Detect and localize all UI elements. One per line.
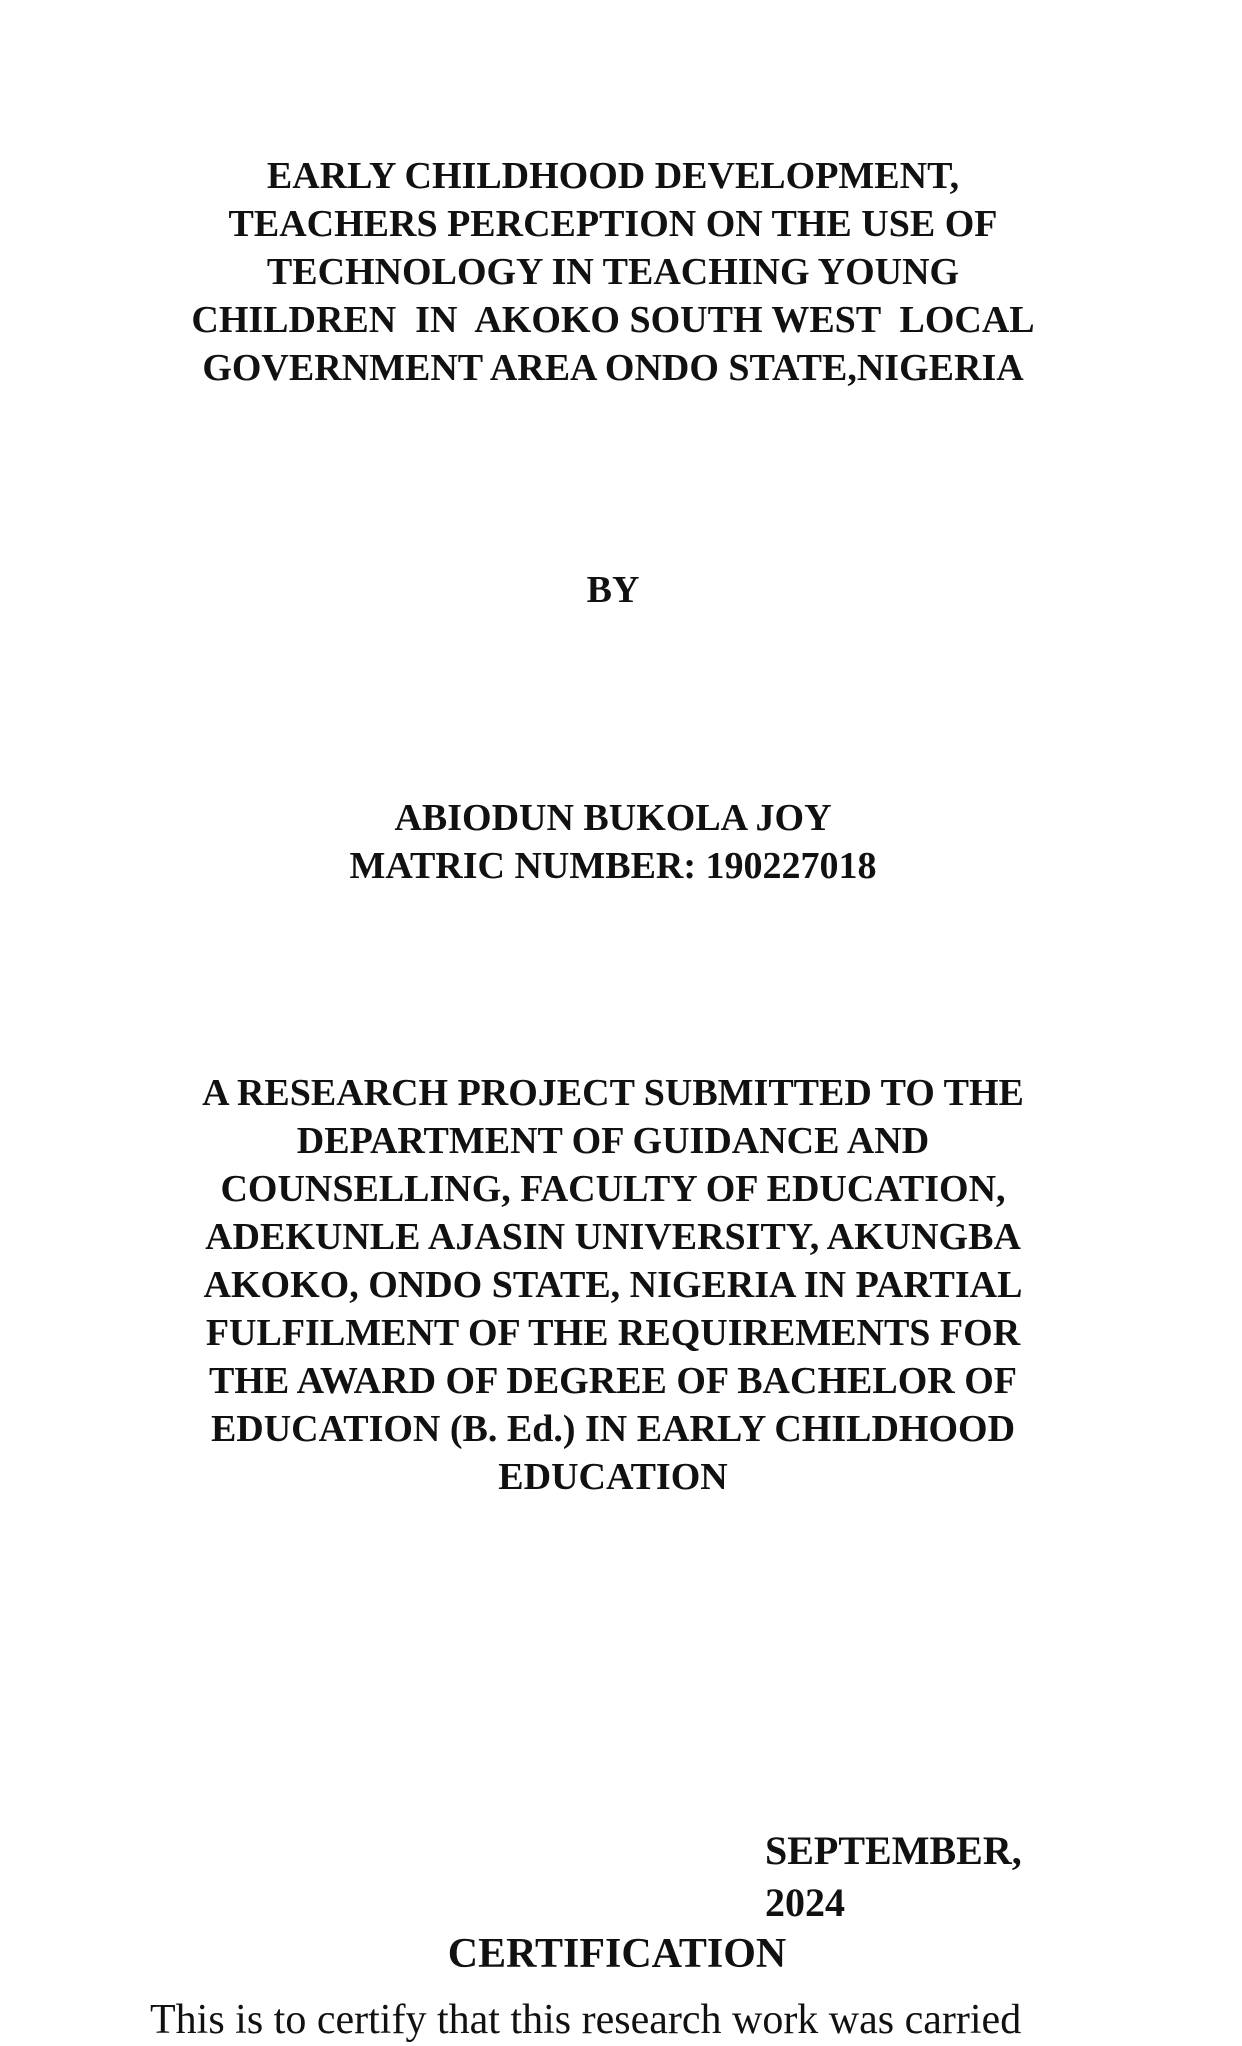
- submission-statement: [0, 1069, 1234, 1501]
- submission-line: THE AWARD OF DEGREE OF BACHELOR OF: [209, 1360, 1017, 1402]
- date-month: SEPTEMBER,: [765, 1828, 1022, 1873]
- submission-line: FULFILMENT OF THE REQUIREMENTS FOR: [205, 1312, 1021, 1354]
- by-text: BY: [586, 569, 640, 611]
- title-line: TECHNOLOGY IN TEACHING YOUNG: [266, 251, 960, 293]
- submission-line: DEPARTMENT OF GUIDANCE AND: [296, 1120, 930, 1162]
- author-name: ABIODUN BUKOLA JOY: [394, 797, 832, 839]
- submission-date: [765, 1825, 1022, 1929]
- submission-line: EDUCATION: [498, 1456, 728, 1498]
- thesis-title: [0, 152, 1234, 392]
- title-line: CHILDREN IN AKOKO SOUTH WEST LOCAL: [191, 299, 1035, 341]
- submission-line: COUNSELLING, FACULTY OF EDUCATION,: [220, 1168, 1006, 1210]
- date-year: 2024: [765, 1880, 845, 1925]
- certification-heading: CERTIFICATION: [447, 1931, 787, 1977]
- matric-number: MATRIC NUMBER: 190227018: [349, 845, 877, 887]
- title-line: GOVERNMENT AREA ONDO STATE,NIGERIA: [202, 347, 1024, 389]
- author-block: [0, 794, 1234, 890]
- submission-line: AKOKO, ONDO STATE, NIGERIA IN PARTIAL: [203, 1264, 1023, 1306]
- submission-line: A RESEARCH PROJECT SUBMITTED TO THE: [202, 1072, 1024, 1114]
- submission-line: EDUCATION (B. Ed.) IN EARLY CHILDHOOD: [210, 1408, 1016, 1450]
- title-line: EARLY CHILDHOOD DEVELOPMENT,: [266, 155, 960, 197]
- by-label: [0, 566, 1234, 614]
- submission-line: ADEKUNLE AJASIN UNIVERSITY, AKUNGBA: [205, 1216, 1021, 1258]
- certification-body: This is to certify that this research work was carried: [150, 1997, 1022, 2043]
- title-line: TEACHERS PERCEPTION ON THE USE OF: [228, 203, 998, 245]
